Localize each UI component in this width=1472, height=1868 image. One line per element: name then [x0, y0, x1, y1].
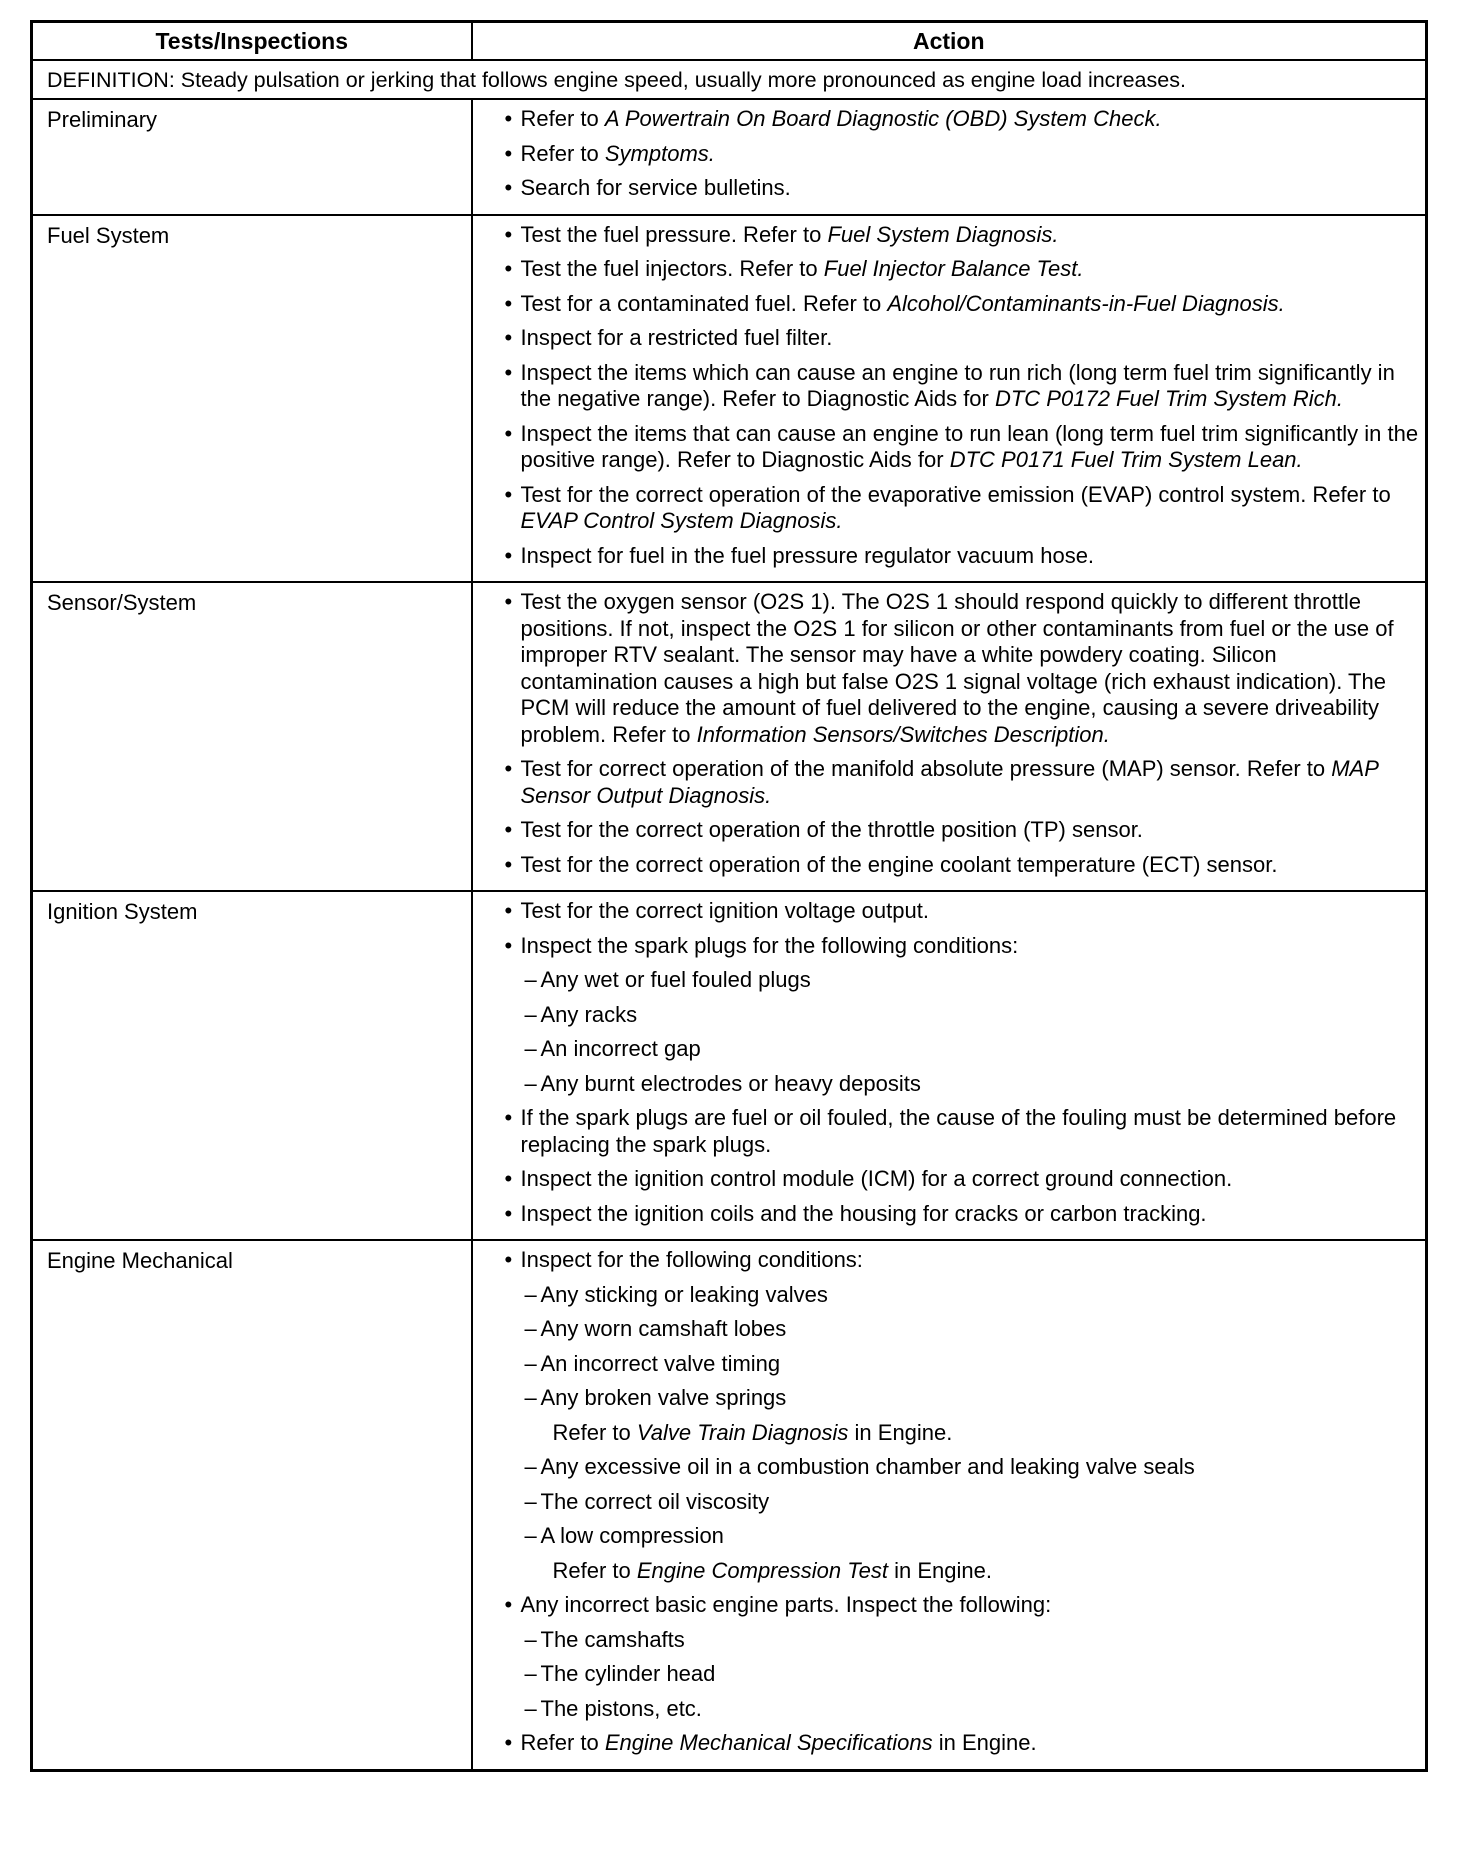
action-text: Any excessive oil in a combustion chamber and leaking valve seals — [540, 1454, 1195, 1479]
action-text: Test for a contaminated fuel. Refer to — [520, 290, 888, 316]
row-actions — [472, 215, 1427, 583]
table-row — [32, 99, 1427, 215]
bullet-item — [481, 933, 1420, 960]
row-test-name: Engine Mechanical — [32, 1240, 472, 1770]
action-text: Any worn camshaft lobes — [540, 1316, 787, 1341]
bullet-item — [481, 256, 1420, 283]
row-test-name: Sensor/System — [32, 582, 472, 891]
reference-note — [481, 1420, 1420, 1447]
sub-item — [481, 1385, 1420, 1412]
bullet-item — [481, 543, 1420, 570]
sub-item — [481, 1351, 1420, 1378]
document — [30, 20, 1428, 1772]
action-text: Test for the correct ignition voltage output. — [520, 898, 929, 923]
table-row — [32, 1240, 1427, 1770]
bullet-item — [481, 898, 1420, 925]
bullet-item — [481, 589, 1420, 748]
bullet-item — [481, 1105, 1420, 1158]
reference-title: Engine Mechanical Specifications — [604, 1730, 933, 1755]
reference-note — [481, 1558, 1420, 1585]
bullet-item — [481, 1730, 1420, 1757]
action-text: Any wet or fuel fouled plugs — [540, 967, 811, 992]
action-text: Any burnt electrodes or heavy deposits — [540, 1070, 921, 1096]
row-test-name: Preliminary — [32, 99, 472, 215]
reference-title: Fuel Injector Balance Test. — [823, 256, 1084, 281]
action-text: Any broken valve springs — [540, 1385, 787, 1410]
sub-item — [481, 1627, 1420, 1654]
action-text: The camshafts — [540, 1626, 685, 1652]
sub-item — [481, 1002, 1420, 1029]
action-text: Refer to — [520, 1730, 605, 1755]
row-actions — [472, 891, 1427, 1240]
reference-title: Information Sensors/Switches Description. — [696, 721, 1110, 747]
bullet-item — [481, 1201, 1420, 1228]
row-actions — [472, 1240, 1427, 1770]
sub-item — [481, 967, 1420, 994]
action-text: The cylinder head — [540, 1661, 716, 1686]
bullet-item — [481, 325, 1420, 352]
action-text: Inspect the items that can cause an engine to run lean (long term fuel trim significantly in the positive range). Refer to Diagnostic Aids for — [520, 420, 1419, 472]
bullet-item — [481, 482, 1420, 535]
reference-title: Engine Compression Test — [636, 1557, 888, 1583]
row-actions — [472, 99, 1427, 215]
reference-title: Fuel System Diagnosis. — [827, 221, 1059, 247]
bullet-item — [481, 1166, 1420, 1193]
reference-title: DTC P0171 Fuel Trim System Lean. — [949, 447, 1303, 472]
action-text: Refer to — [552, 1419, 637, 1445]
definition-row — [32, 60, 1427, 99]
action-text: The correct oil viscosity — [540, 1488, 770, 1514]
action-text: Inspect the ignition coils and the housing for cracks or carbon tracking. — [520, 1200, 1207, 1226]
header-tests-inspections: Tests/Inspections — [32, 22, 472, 61]
bullet-item — [481, 106, 1420, 133]
bullet-item — [481, 175, 1420, 202]
bullet-item — [481, 291, 1420, 318]
action-text: Test for the correct operation of the throttle position (TP) sensor. — [520, 817, 1143, 842]
table-row — [32, 215, 1427, 583]
row-test-name: Fuel System — [32, 215, 472, 583]
sub-item — [481, 1696, 1420, 1723]
bullet-item — [481, 817, 1420, 844]
sub-item — [481, 1036, 1420, 1063]
action-text: Test the fuel pressure. Refer to — [520, 221, 828, 247]
action-text: Search for service bulletins. — [520, 175, 791, 200]
action-text: Inspect the ignition control module (ICM) for a correct ground connection. — [520, 1166, 1233, 1191]
action-text: A low compression — [540, 1523, 724, 1548]
action-text: Inspect for the following conditions: — [520, 1247, 863, 1272]
header-row — [32, 22, 1427, 61]
bullet-item — [481, 1592, 1420, 1619]
action-text: Any incorrect basic engine parts. Inspect the following: — [520, 1592, 1052, 1617]
row-actions — [472, 582, 1427, 891]
bullet-item — [481, 852, 1420, 879]
bullet-item — [481, 141, 1420, 168]
action-text: Test the oxygen sensor (O2S 1). The O2S 1 should respond quickly to different throttle positions. If not, inspect the O2S 1 for silicon or other contaminants from fuel or the use of improper RTV sealant. The sensor may have a white powdery coating. Silicon contamination causes a high but false O2S 1 signal voltage (rich exhaust indication). The PCM will reduce the amount of fuel delivered to the engine, causing a severe driveability problem. Refer to — [520, 589, 1394, 747]
table-row — [32, 582, 1427, 891]
sub-item — [481, 1661, 1420, 1688]
sub-item — [481, 1282, 1420, 1309]
bullet-item — [481, 222, 1420, 249]
action-text: Refer to — [520, 140, 605, 166]
sub-item — [481, 1523, 1420, 1550]
sub-item — [481, 1454, 1420, 1481]
action-text: Test the fuel injectors. Refer to — [520, 256, 824, 281]
action-text: The pistons, etc. — [540, 1695, 702, 1721]
action-text: An incorrect valve timing — [540, 1350, 781, 1376]
definition-text: DEFINITION: Steady pulsation or jerking that follows engine speed, usually more pronounced as engine load increases. — [32, 60, 1427, 99]
bullet-item — [481, 360, 1420, 413]
action-text: in Engine. — [887, 1557, 992, 1583]
bullet-item — [481, 756, 1420, 809]
action-text: in Engine. — [848, 1419, 953, 1445]
action-text: An incorrect gap — [540, 1036, 701, 1061]
bullet-item — [481, 1247, 1420, 1274]
reference-title: Valve Train Diagnosis — [636, 1419, 849, 1445]
sub-item — [481, 1071, 1420, 1098]
header-action: Action — [472, 22, 1427, 61]
action-text: Inspect for a restricted fuel filter. — [520, 325, 833, 350]
action-text: Any racks — [540, 1001, 638, 1027]
action-text: Test for the correct operation of the engine coolant temperature (ECT) sensor. — [520, 851, 1278, 877]
action-text: Test for correct operation of the manifold absolute pressure (MAP) sensor. Refer to — [520, 756, 1332, 781]
sub-item — [481, 1489, 1420, 1516]
action-text: Refer to — [552, 1557, 637, 1583]
table-row — [32, 891, 1427, 1240]
reference-title: EVAP Control System Diagnosis. — [520, 508, 843, 533]
reference-title: Symptoms. — [604, 140, 715, 166]
action-text: Inspect for fuel in the fuel pressure regulator vacuum hose. — [520, 542, 1095, 568]
action-text: If the spark plugs are fuel or oil fouled, the cause of the fouling must be determined before replacing the spark plugs. — [520, 1105, 1397, 1157]
action-text: in Engine. — [932, 1730, 1037, 1755]
action-text: Inspect the items which can cause an engine to run rich (long term fuel trim significantly in the negative range). Refer to Diagnostic Aids for — [520, 359, 1395, 411]
action-text: Refer to — [520, 106, 605, 131]
reference-title: DTC P0172 Fuel Trim System Rich. — [994, 386, 1343, 411]
sub-item — [481, 1316, 1420, 1343]
reference-title: MAP Sensor Output Diagnosis. — [520, 756, 1379, 808]
diagnostic-table — [30, 20, 1428, 1772]
bullet-item — [481, 421, 1420, 474]
row-test-name: Ignition System — [32, 891, 472, 1240]
action-text: Inspect the spark plugs for the following conditions: — [520, 932, 1019, 958]
action-text: Any sticking or leaking valves — [540, 1281, 828, 1307]
action-text: Test for the correct operation of the evaporative emission (EVAP) control system. Refer to — [520, 481, 1391, 507]
reference-title: Alcohol/Contaminants-in-Fuel Diagnosis. — [887, 290, 1285, 316]
reference-title: A Powertrain On Board Diagnostic (OBD) System Check. — [604, 106, 1162, 131]
